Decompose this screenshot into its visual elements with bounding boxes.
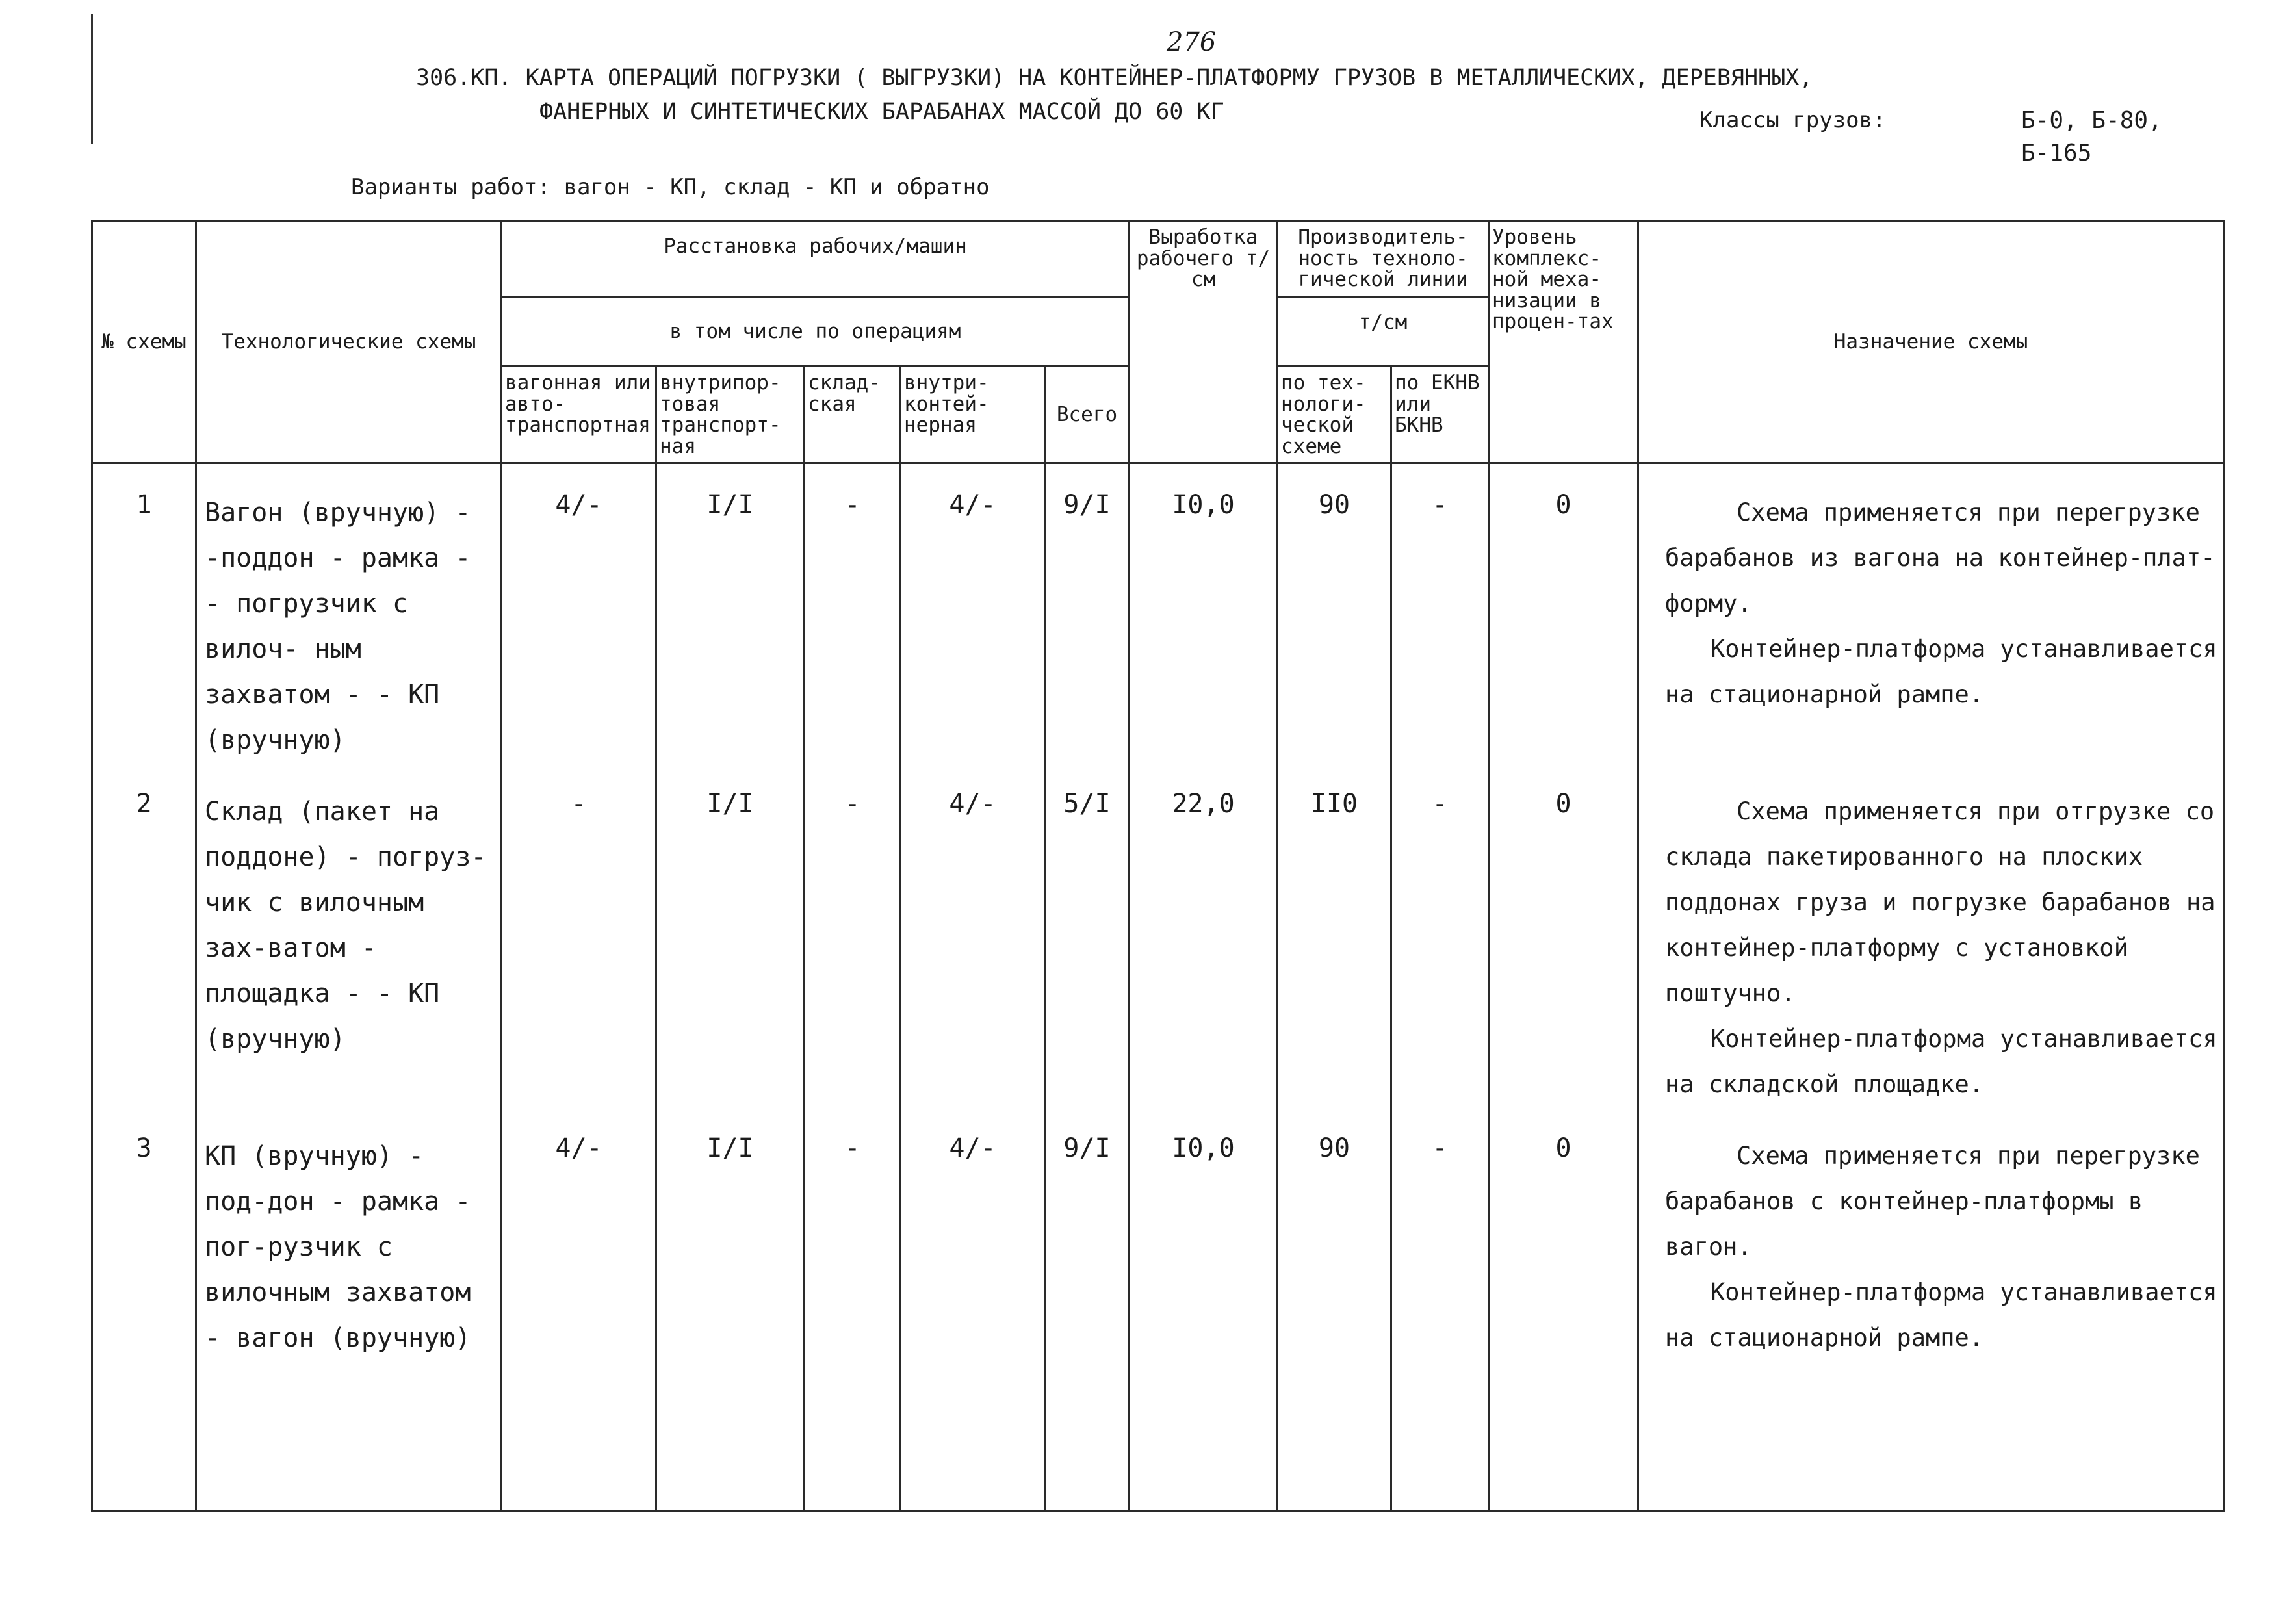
row-output: I0,0: [1130, 463, 1278, 764]
row-op-wagon: 4/-: [502, 1107, 656, 1510]
cargo-class-value-2: Б-165: [2021, 140, 2092, 166]
title-line-2: ФАНЕРНЫХ И СИНТЕТИЧЕСКИХ БАРАБАНАХ МАССОЙ ДО 60 КГ: [539, 99, 1224, 125]
row-op-storage: -: [805, 1107, 901, 1510]
purpose-paragraph-1: Схема применяется при отгрузке со склада пакетированного на плоских поддонах груза и погрузке барабанов на контейнер-платформу с установкой поштучно.: [1665, 797, 2216, 1008]
header-op-storage: склад-ская: [805, 367, 901, 463]
purpose-paragraph-2: Контейнер-платформа устанавливается на складской площадке.: [1665, 1025, 2217, 1099]
header-op-wagon: вагонная или авто-транспортная: [502, 367, 656, 463]
header-op-total: Всего: [1045, 367, 1130, 463]
row-op-wagon: 4/-: [502, 463, 656, 764]
table-row: [92, 1107, 2224, 1510]
cargo-class-value-1: Б-0, Б-80,: [2021, 107, 2162, 134]
purpose-paragraph-2: Контейнер-платформа устанавливается на стационарной рампе.: [1665, 635, 2217, 709]
row-op-incontainer: 4/-: [901, 1107, 1045, 1510]
row-op-storage: -: [805, 763, 901, 1107]
row-op-total: 9/I: [1045, 463, 1130, 764]
operations-table: [91, 220, 2225, 1512]
row-scheme: КП (вручную) - под-дон - рамка - пог-рузчик с вилочным захватом - вагон (вручную): [196, 1107, 502, 1510]
row-op-wagon: -: [502, 763, 656, 1107]
header-row-1: [92, 221, 2224, 297]
header-op-incontainer: внутри-контей-нерная: [901, 367, 1045, 463]
row-num: 1: [92, 463, 196, 764]
row-op-inport: I/I: [656, 763, 805, 1107]
row-output: 22,0: [1130, 763, 1278, 1107]
title-line-1: 306.КП. КАРТА ОПЕРАЦИЙ ПОГРУЗКИ ( ВЫГРУЗКИ) НА КОНТЕЙНЕР-ПЛАТФОРМУ ГРУЗОВ В МЕТАЛЛИЧЕСКИХ, ДЕРЕВЯННЫХ,: [416, 65, 1813, 91]
header-by-operation: в том числе по операциям: [502, 296, 1130, 367]
cargo-class-label: Классы грузов:: [1699, 107, 1886, 133]
row-prod-scheme: 90: [1278, 1107, 1391, 1510]
row-op-storage: -: [805, 463, 901, 764]
row-mechanization: 0: [1489, 763, 1638, 1107]
page-number: 276: [1167, 27, 1217, 57]
header-op-inport: внутрипор-товая транспорт-ная: [656, 367, 805, 463]
row-op-incontainer: 4/-: [901, 463, 1045, 764]
header-num: № схемы: [92, 221, 196, 463]
header-schemes: Технологические схемы: [196, 221, 502, 463]
row-prod-scheme: II0: [1278, 763, 1391, 1107]
row-prod-ekhv: -: [1391, 1107, 1489, 1510]
table-row: [92, 463, 2224, 764]
row-prod-ekhv: -: [1391, 463, 1489, 764]
row-op-inport: I/I: [656, 1107, 805, 1510]
header-productivity: Производитель-ность техноло-гической линии: [1278, 221, 1489, 297]
header-placement: Расстановка рабочих/машин: [502, 221, 1130, 297]
row-scheme: Склад (пакет на поддоне) - погруз-чик с вилочным зах-ватом - площадка - - КП (вручную): [196, 763, 502, 1107]
purpose-paragraph-1: Схема применяется при перегрузке барабанов из вагона на контейнер-плат-форму.: [1665, 498, 2216, 618]
table-row: [92, 763, 2224, 1107]
row-output: I0,0: [1130, 1107, 1278, 1510]
row-prod-scheme: 90: [1278, 463, 1391, 764]
work-variants: Варианты работ: вагон - КП, склад - КП и обратно: [351, 174, 990, 200]
purpose-paragraph-1: Схема применяется при перегрузке барабанов с контейнер-платформы в вагон.: [1665, 1142, 2200, 1261]
header-prod-by-scheme: по тех-нологи-ческой схеме: [1278, 367, 1391, 463]
row-num: 2: [92, 763, 196, 1107]
row-mechanization: 0: [1489, 1107, 1638, 1510]
row-op-total: 5/I: [1045, 763, 1130, 1107]
row-purpose: [1638, 1107, 2224, 1510]
row-scheme: Вагон (вручную) - -поддон - рамка - - погрузчик с вилоч- ным захватом - - КП (вручную): [196, 463, 502, 764]
row-prod-ekhv: -: [1391, 763, 1489, 1107]
header-purpose: Назначение схемы: [1638, 221, 2224, 463]
purpose-paragraph-2: Контейнер-платформа устанавливается на стационарной рампе.: [1665, 1278, 2217, 1352]
row-op-total: 9/I: [1045, 1107, 1130, 1510]
left-margin-line: [91, 14, 93, 144]
header-mechanization: Уровень комплекс-ной меха-низации в процен-тах: [1489, 221, 1638, 463]
row-mechanization: 0: [1489, 463, 1638, 764]
row-purpose: [1638, 463, 2224, 764]
row-op-inport: I/I: [656, 463, 805, 764]
header-output: Выработка рабочего т/см: [1130, 221, 1278, 463]
row-op-incontainer: 4/-: [901, 763, 1045, 1107]
header-prod-by-ekhv: по ЕКНВ или БКНВ: [1391, 367, 1489, 463]
row-num: 3: [92, 1107, 196, 1510]
header-productivity-unit: т/см: [1278, 296, 1489, 367]
row-purpose: [1638, 763, 2224, 1107]
